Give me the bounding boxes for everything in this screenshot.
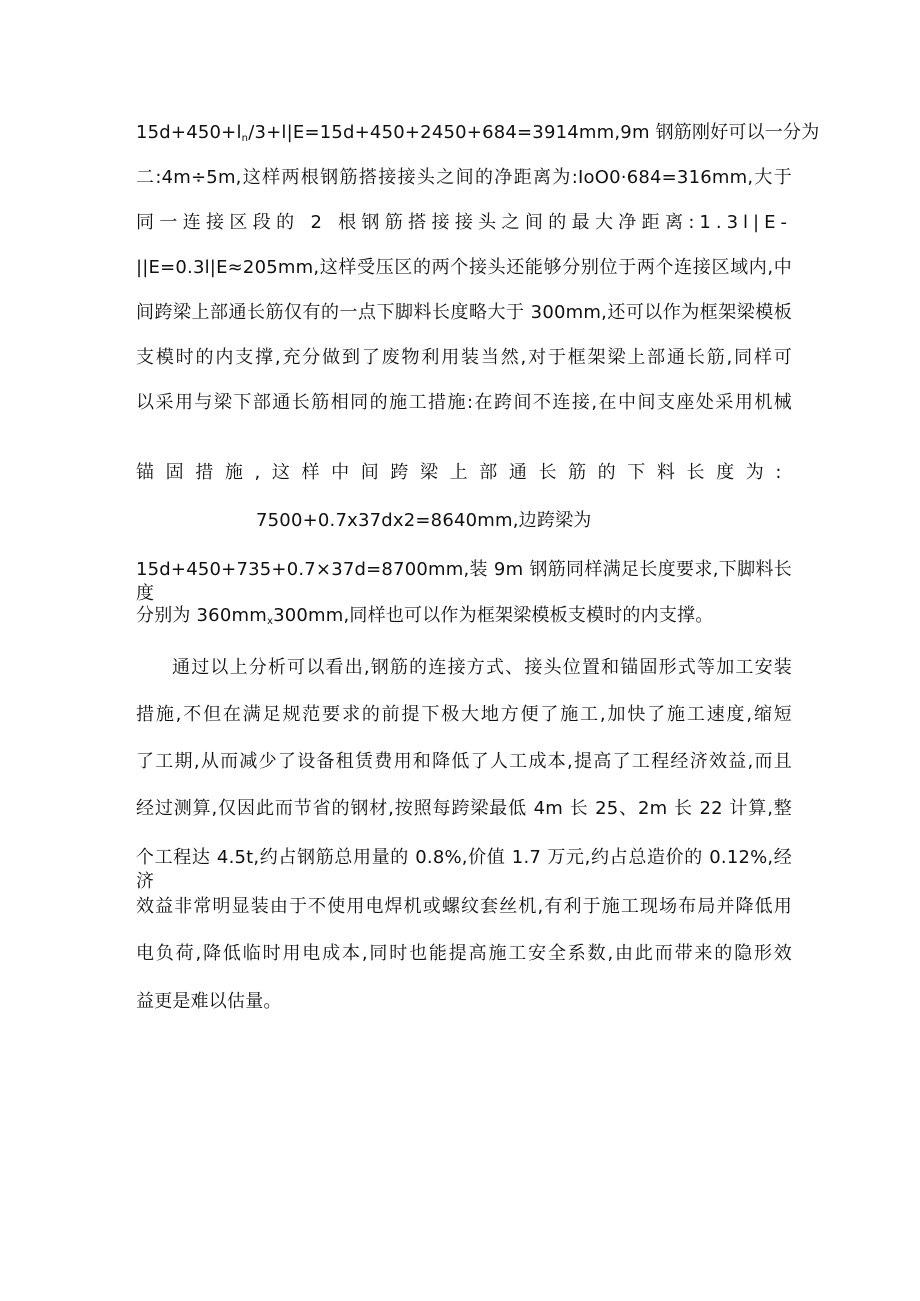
paragraph-1-line-10: 15d+450+735+0.7×37d=8700mm,装 9m 钢筋同样满足长度要求,下脚料长度	[136, 559, 792, 604]
formula-text-start: 15d+450+l	[136, 122, 242, 143]
paragraph-1-line-7: 以采用与梁下部通长筋相同的施工措施:在跨间不连接,在中间支座处采用机械	[136, 392, 792, 413]
paragraph-2-line-1: 通过以上分析可以看出,钢筋的连接方式、接头位置和锚固形式等加工安装	[172, 657, 792, 678]
paragraph-1-line-6: 支模时的内支撑,充分做到了废物利用装当然,对于框架梁上部通长筋,同样可	[136, 347, 792, 368]
paragraph-1-line-9: 7500+0.7x37dx2=8640mm,边跨梁为	[256, 510, 592, 531]
paragraph-1-line-3: 同一连接区段的 2 根钢筋搭接接头之间的最大净距离:1.3l|E-	[136, 212, 792, 233]
paragraph-1-line-2: 二:4m÷5m,这样两根钢筋搭接接头之间的净距离为:IoO0·684=316mm,大于	[136, 167, 792, 188]
subscript-n: n	[241, 133, 249, 144]
paragraph-1-line-4: ||E=0.3l|E≈205mm,这样受压区的两个接头还能够分别位于两个连接区域内,中	[136, 257, 792, 278]
paragraph-1-line-5: 间跨梁上部通长筋仅有的一点下脚料长度略大于 300mm,还可以作为框架梁模板	[136, 302, 792, 323]
paragraph-2-line-5: 个工程达 4.5t,约占钢筋总用量的 0.8%,价值 1.7 万元,约占总造价的 0.12%,经济	[136, 847, 792, 892]
subscript-x: x	[266, 616, 274, 627]
paragraph-1-line-1	[136, 121, 820, 151]
paragraph-1-line-8: 锚固措施,这样中间跨梁上部通长筋的下料长度为:	[136, 462, 792, 483]
line-11-text-start: 分别为 360mm	[136, 605, 267, 626]
paragraph-2-line-6: 效益非常明显装由于不使用电焊机或螺纹套丝机,有利于施工现场布局并降低用	[136, 896, 792, 917]
paragraph-1-line-11	[136, 604, 792, 634]
line-11-text-end: 300mm,同样也可以作为框架梁模板支模时的内支撑。	[273, 605, 714, 626]
paragraph-2-line-4: 经过测算,仅因此而节省的钢材,按照每跨梁最低 4m 长 25、2m 长 22 计算,整	[136, 798, 792, 819]
paragraph-2-line-2: 措施,不但在满足规范要求的前提下极大地方便了施工,加快了施工速度,缩短	[136, 704, 792, 725]
formula-text-end: /3+l|E=15d+450+2450+684=3914mm,9m 钢筋刚好可以一分为	[248, 122, 820, 143]
paragraph-2-line-7: 电负荷,降低临时用电成本,同时也能提高施工安全系数,由此而带来的隐形效	[136, 943, 792, 964]
paragraph-2-line-3: 了工期,从而减少了设备租赁费用和降低了人工成本,提高了工程经济效益,而且	[136, 751, 792, 772]
paragraph-2-line-8: 益更是难以估量。	[136, 991, 282, 1012]
